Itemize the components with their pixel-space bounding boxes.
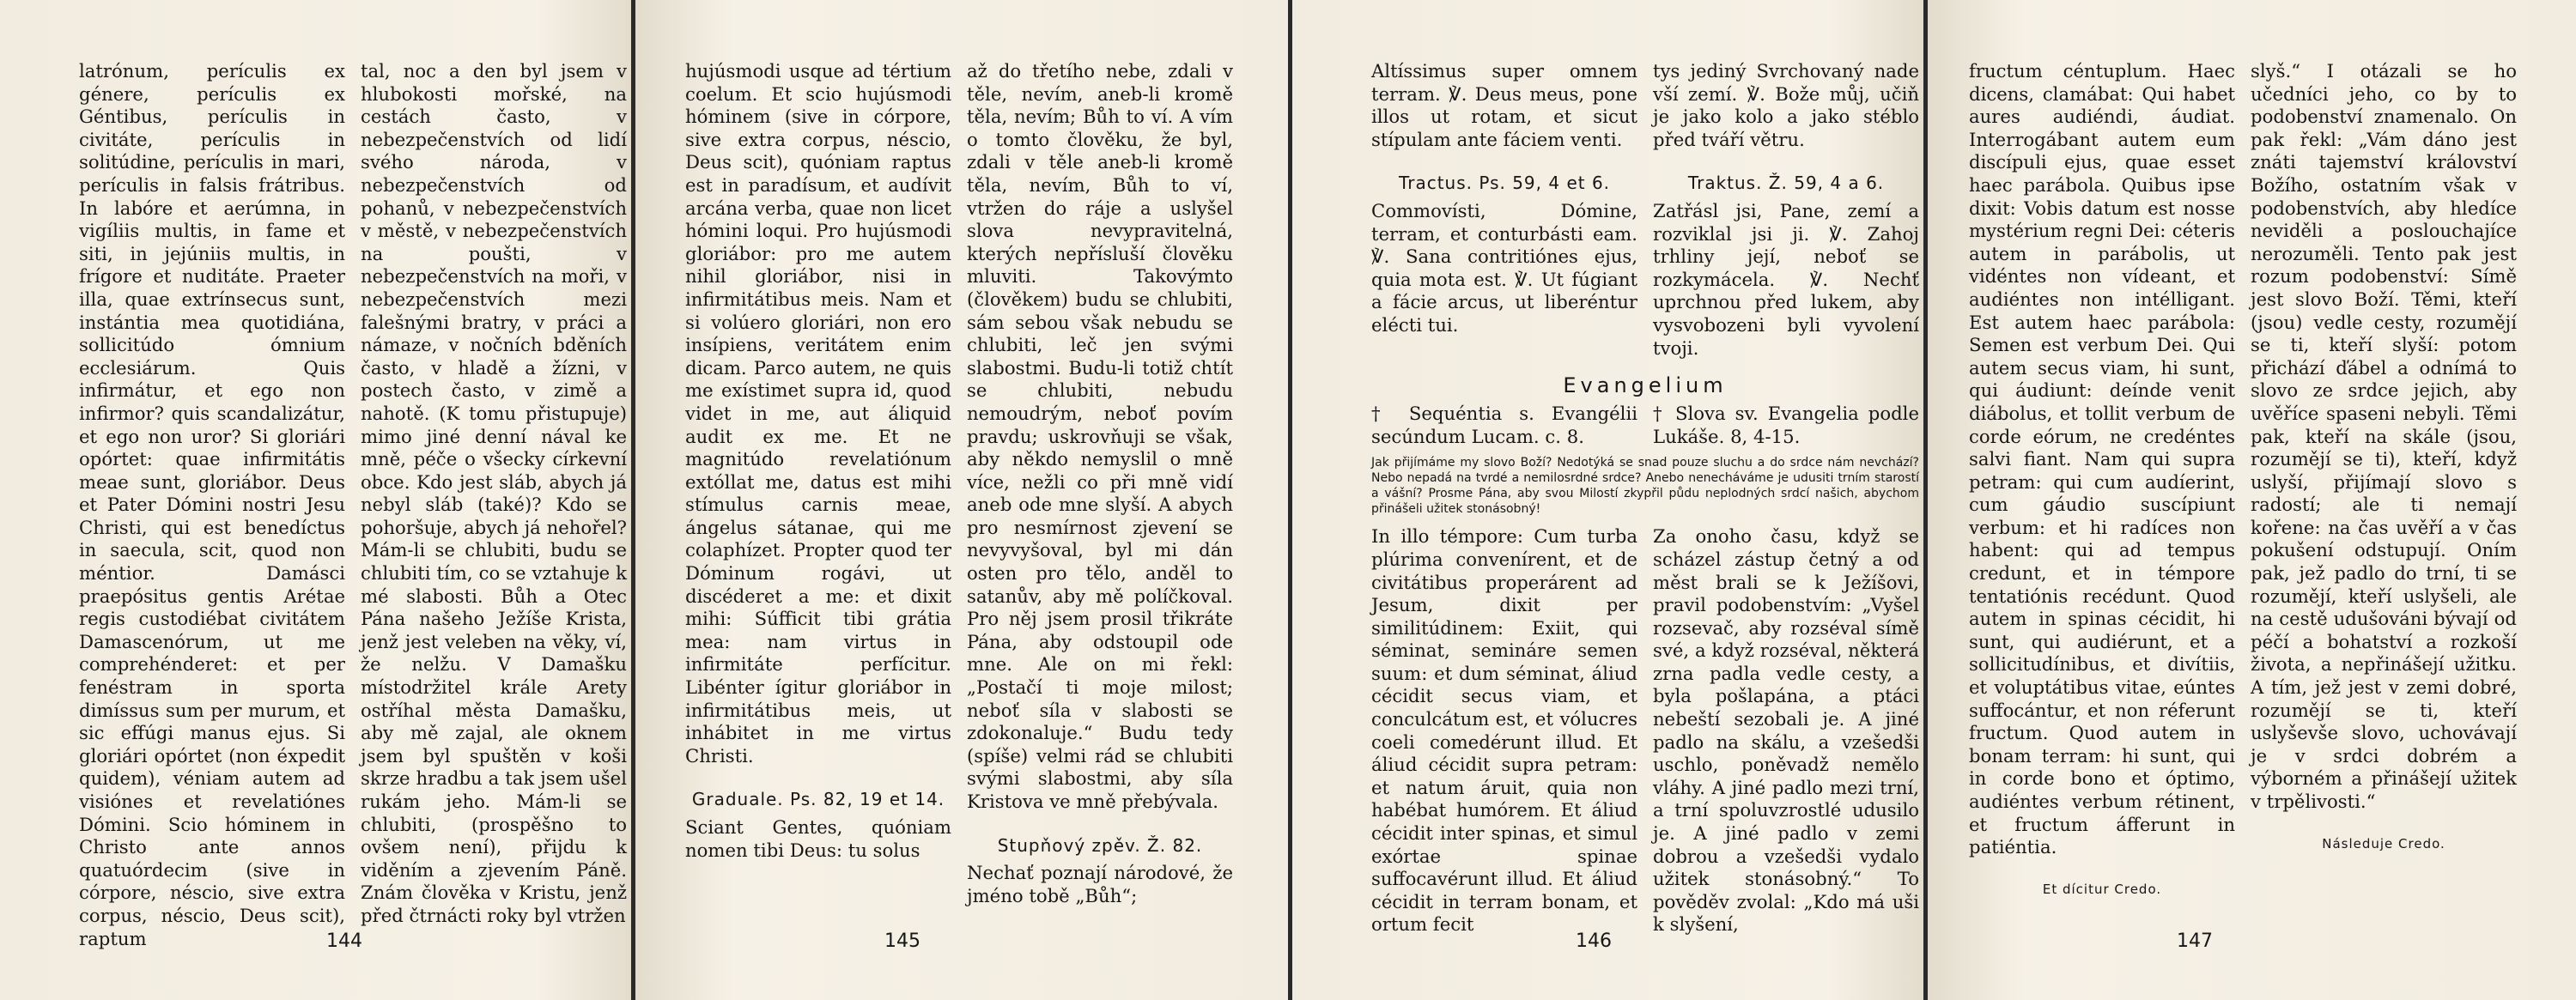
latin-text: In illo témpore: Cum turba plúrima convenírent, et de civitátibus properárent ad Jesum, dixit per similitúdinem: Exiit, qui séminat, semináre semen suum: et dum séminat, áliud cécidit secus viam, et conculcátum est, et vólucres coeli comedérunt illud. Et áliud cécidit supra petram: et natum áruit, quia non habébat humórem. Et áliud cécidit inter spinas, et simul exórtae spinae suffocavérunt illud. Et áliud cécidit in terram bonam, et ortum fecit: [1371, 525, 1637, 936]
sequentia-czech: † Slova sv. Evangelia podle Lukáše. 8, 4-15.: [1653, 403, 1919, 447]
czech-column: [1653, 525, 1919, 936]
page-144: [0, 0, 631, 1000]
latin-text: latrónum, perículis ex génere, perículis ex Géntibus, perículis in civitáte, perículis in solitúdine, perículis in mari, perículis in falsis frátribus. In labóre et aerúmna, in vigíliis multis, in fame et siti, in jejúniis multis, in frígore et nuditáte. Praeter illa, quae extrínsecus sunt, instántia mea quotidiána, sollicitúdo ómnium ecclesiárum. Quis infirmátur, et ego non infirmor? quis scandalizátur, et ego non uror? Si gloriári opórtet: quae infirmitátis meae sunt, gloriábor. Deus et Pater Dómini nostri Jesu Christi, qui est benedíctus in saecula, scit, quod non méntior. Damásci praepósitus gentis Arétae regis custodiébat civitátem Damascenórum, ut me comprehénderet: et per fenéstram in sporta dimíssus sum per murum, et sic effúgi manus ejus. Si gloriári opórtet (non éxpedit quidem), véniam autem ad visiónes et revelatiónes Dómini. Scio hóminem in Christo ante annos quatuórdecim (sive in córpore, néscio, sive extra corpus, néscio, Deus scit), raptum: [79, 60, 345, 949]
page-number: 146: [1576, 930, 1612, 952]
latin-column: [79, 60, 345, 950]
czech-column: [2251, 60, 2517, 900]
czech-column: [361, 60, 627, 950]
graduale-czech: Nechať poznají národové, že jméno tobě „Bůh“;: [967, 862, 1233, 906]
latin-text: fructum céntuplum. Haec dicens, clamábat: Qui habet aures audiéndi, áudiat. Interrogábant autem eum discípuli ejus, quae esset haec parábola. Quibus ipse dixit: Vobis datum est nosse mystérium regni Dei: céteris autem in parábolis, ut vidéntes non vídeant, et audiéntes non intélligant. Est autem haec parábola: Semen est verbum Dei. Qui autem secus viam, hi sunt, qui áudiunt: deínde venit diábolus, et tollit verbum de corde eórum, ne credéntes salvi fiant. Nam qui supra petram: qui cum audíerint, cum gáudio suscípiunt verbum: et hi radíces non habent: qui ad tempus credunt, et in témpore tentatiónis recédunt. Quod autem in spinas cécidit, hi sunt, qui audiérunt, et a sollicitudínibus, et divítiis, et voluptátibus vitae, eúntes suffocántur, et non réferunt fructum. Quod autem in bonam terram: hi sunt, qui in corde bono et óptimo, audiéntes verbum rétinent, et fructum áfferunt in patiéntia.: [1969, 60, 2235, 858]
graduale-heading: Graduale. Ps. 82, 19 et 14.: [691, 789, 945, 810]
page-147: [1928, 0, 2576, 1000]
page-145: [635, 0, 1288, 1000]
tractus-heading: Tractus. Ps. 59, 4 et 6.: [1398, 173, 1611, 194]
page-body: [1371, 60, 1919, 936]
czech-column: [1653, 60, 1919, 360]
czech-column: [967, 60, 1233, 907]
czech-top: tys jediný Svrchovaný nade vší zemí. ℣. Bože můj, učiň je jako kolo a jako stéblo před tváří větru.: [1653, 60, 1919, 150]
gospel-columns: [1371, 525, 1919, 936]
top-columns: [1371, 60, 1919, 360]
gospel-intro: Jak přijímáme my slovo Boží? Nedotýká se snad pouze sluchu a do srdce nám nevchází? Nebo nepadá na tvrdé a nemilosrdné srdce? Anebo nenecháváme je udusiti trním starostí a vášní? Prosme Pána, aby svou Milostí zkypřil půdu neplodných srdcí našich, abychom přinášeli užitek stonásobný!: [1371, 456, 1919, 517]
latin-text: hujúsmodi usque ad tértium coelum. Et scio hujúsmodi hóminem (sive in córpore, sive extra corpus, néscio, Deus scit), quóniam raptus est in paradísum, et audívit arcána verba, quae non licet hómini loqui. Pro hujúsmodi gloriábor: pro me autem nihil gloriábor, nisi in infirmitátibus meis. Nam et si volúero gloriári, non ero insípiens, veritátem enim dicam. Parco autem, ne quis me exístimet supra id, quod videt in me, aut áliquid audit ex me. Et ne magnitúdo revelatiónum extóllat me, datus est mihi stímulus carnis meae, ángelus sátanae, qui me colaphízet. Propter quod ter Dóminum rogávi, ut discéderet a me: et dixit mihi: Súfficit tibi grátia mea: nam virtus in infirmitáte perfícitur. Libénter ígitur gloriábor in infirmitátibus meis, ut inhábitet in me virtus Christi.: [685, 60, 951, 767]
page-columns: [1969, 60, 2517, 900]
traktus-heading: Traktus. Ž. 59, 4 a 6.: [1687, 173, 1885, 194]
page-number: 147: [2177, 930, 2213, 952]
latin-column: [1371, 60, 1637, 360]
page-number: 145: [884, 930, 920, 952]
latin-top: Altíssimus super omnem terram. ℣. Deus meus, pone illos ut rotam, et sicut stípulam ante fáciem venti.: [1371, 60, 1637, 150]
czech-text: slyš.“ I otázali se ho učedníci jeho, co by to podobenství znamenalo. On pak řekl: „Vám dáno jest znáti tajemství království Božího, ostatním však v podobenstvích, aby hledíce neviděli a poslouchajíce nerozuměli. Tento pak jest rozum podobenství: Símě jest slovo Boží. Těmi, kteří (jsou) vedle cesty, rozumějí se ti, kteří slyší: potom přichází ďábel a odnímá to slovo ze srdce jejich, aby uvěříce spaseni nebyli. Těmi pak, kteří na skále (jsou, rozumějí se ti), kteří, když uslyší, přijímají slovo s radostí; ale ti nemají kořene: na čas uvěří a v čas pokušení odstupují. Oním pak, jež padlo do trní, ti se rozumějí, kteří uslyšeli, ale na cestě udušováni bývají od péčí a bohatství a rozkoší života, a nepřinášejí užitku. A tím, jež jest v zemi dobré, rozumějí se ti, kteří uslyševše slovo, uchovávají je v srdci dobrém a výborném a přinášejí užitek v trpělivosti.“: [2251, 60, 2517, 812]
traktus-czech: Zatřásl jsi, Pane, zemí a rozviklal jsi ji. ℣. Zahoj trhliny její, neboť se rozkymácela. ℣. Nechť uprchnou před lukem, aby vysvobozeni byli vyvolení tvoji.: [1653, 199, 1919, 359]
page-number: 144: [326, 930, 362, 952]
page-columns: [79, 60, 627, 950]
latin-column: [1371, 525, 1637, 936]
rubric-latin: Et dícitur Credo.: [2042, 881, 2162, 897]
czech-text: tal, noc a den byl jsem v hlubokosti mořské, na cestách často, v nebezpečenstvích od lidí svého národa, v nebezpečenstvích od pohanů, v nebezpečenstvích v městě, v nebezpečenstvích na poušti, v nebezpečenstvích na moři, v nebezpečenstvích mezi falešnými bratry, v práci a námaze, v nočních bděních často, v hladě a žízni, v postech často, v zimě a nahotě. (K tomu přistupuje) mimo jiné denní nával ke mně, péče o všecky církevní obce. Kdo jest sláb, abych já nebyl sláb (také)? Kdo se pohoršuje, abych já nehořel? Mám-li se chlubiti, budu se chlubiti tím, co se vztahuje k mé slabosti. Bůh a Otec Pána našeho Ježíše Krista, jenž jest veleben na věky, ví, že nelžu. V Damašku místodržitel krále Arety ostříhal města Damašku, aby mě zajal, ale oknem jsem byl spuštěn v koši skrze hradbu a tak jsem ušel rukám jeho. Mám-li se chlubiti, (prospěšno to ovšem není), přijdu k viděním a zjevením Páně. Znám člověka v Kristu, jenž před čtrnácti roky byl vtržen: [361, 60, 627, 926]
czech-text: Za onoho času, když se scházel zástup četný a od měst brali se k Ježíšovi, pravil podobenstvím: „Vyšel rozsevač, aby rozséval símě své, a když rozséval, některá zrna padla vedle cesty, a byla pošlapána, a ptáci nebeští sezobali je. A jiné padlo na skálu, a vzešedši uschlo, poněvadž nemělo vláhy. A jiné padlo mezi trní, a trní spoluvzrostlé udusilo je. A jiné padlo v zemi dobrou a vzešedši vydalo užitek stonásobný.“ To pověděv zvolal: „Kdo má uši k slyšení,: [1653, 525, 1919, 936]
latin-column: [685, 60, 951, 907]
page-146: [1292, 0, 1923, 1000]
evangelium-title: Evangelium: [1563, 373, 1728, 398]
rubric-czech: Následuje Credo.: [2322, 835, 2445, 852]
tractus-latin: Commovísti, Dómine, terram, et conturbásti eam. ℣. Sana contritiónes ejus, quia mota est. ℣. Ut fúgiant a fácie arcus, ut liberéntur elécti tui.: [1371, 199, 1637, 336]
page-columns: [685, 60, 1233, 907]
latin-column: [1969, 60, 2235, 900]
sequentia-latin: † Sequéntia s. Evangélii secúndum Lucam. c. 8.: [1371, 403, 1637, 447]
graduale-czech-heading: Stupňový zpěv. Ž. 82.: [997, 834, 1203, 856]
czech-text: až do třetího nebe, zdali v těle, nevím, aneb-li kromě těla, nevím; Bůh to ví. A vím o tomto člověku, že byl, zdali v těle aneb-li kromě těla, nevím, Bůh to ví, vtržen do ráje a uslyšel slova nevypravitelná, kterých nepřísluší člověku mluviti. Takovýmto (člověkem) budu se chlubiti, sám sebou však nebudu se chlubiti, leč jen svými slabostmi. Budu-li totiž chtít se chlubiti, nebudu nemoudrým, neboť povím pravdu; uskrovňuji se však, aby někdo nemyslil o mně více, nežli co při mně vidí aneb ode mne slyší. A abych pro nesmírnost zjevení se nevyvyšoval, byl mi dán osten pro tělo, anděl to satanův, aby mě políčkoval. Pro něj jsem prosil třikráte Pána, aby odstoupil ode mne. Ale on mi řekl: „Postačí ti moje milost; neboť síla v slabosti se zdokonaluje.“ Budu tedy (spíše) velmi rád se chlubiti svými slabostmi, aby síla Kristova ve mně přebývala.: [967, 60, 1233, 812]
sequentia-row: [1371, 403, 1919, 448]
graduale-latin: Sciant Gentes, quóniam nomen tibi Deus: tu solus: [685, 816, 951, 861]
